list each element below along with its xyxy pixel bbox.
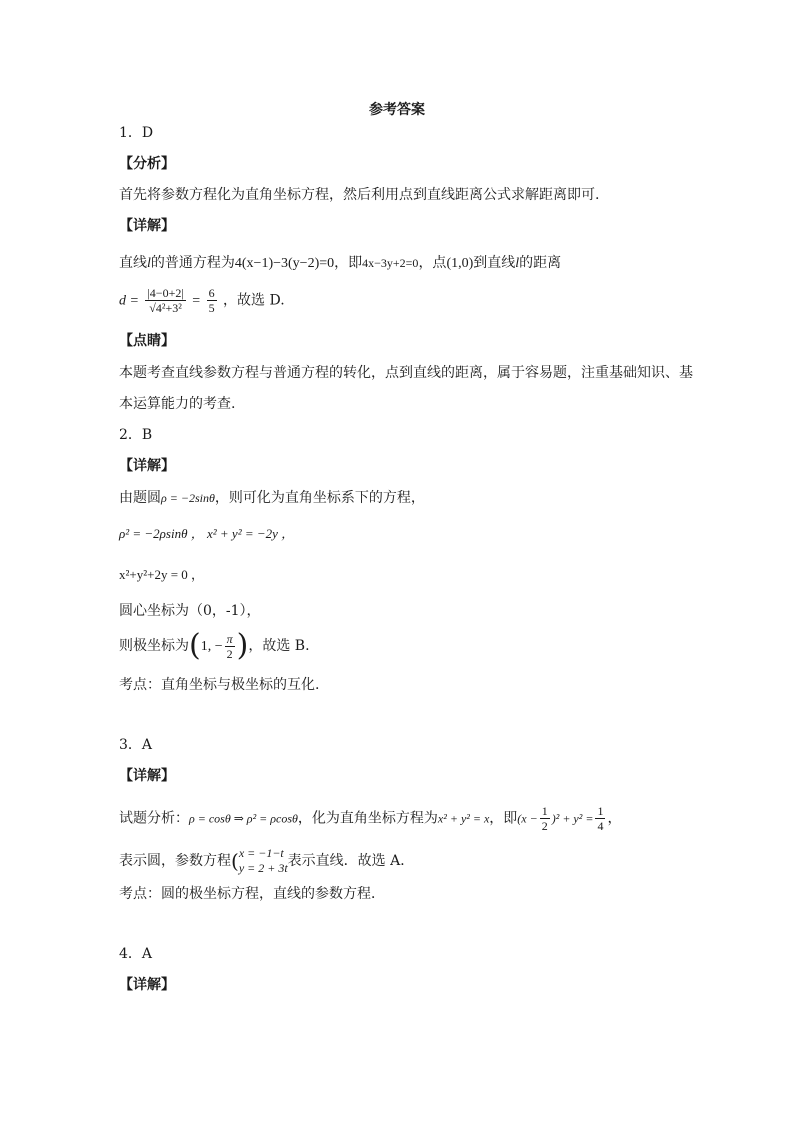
q1-comment-line-1: 本题考查直线参数方程与普通方程的转化，点到直线的距离，属于容易题，注重基础知识、基 bbox=[119, 365, 693, 381]
q1-detail-heading: 【详解】 bbox=[119, 218, 175, 234]
text: 表示直线．故选 A． bbox=[287, 853, 415, 869]
var-l: l bbox=[515, 256, 520, 271]
denominator: 2 bbox=[226, 646, 233, 661]
page-title: 参考答案 bbox=[369, 102, 425, 118]
text: 的距离 bbox=[519, 255, 562, 271]
half-fraction bbox=[540, 804, 550, 833]
text: ，点 bbox=[418, 255, 447, 271]
text: 试题分析： bbox=[119, 810, 189, 827]
text: 由题圆 bbox=[119, 490, 161, 506]
equation: )² + y² = bbox=[551, 811, 594, 826]
equation-2: 4x−3y+2=0 bbox=[362, 256, 419, 270]
q1-answer: 1．D bbox=[119, 125, 154, 141]
text: 到直线 bbox=[473, 255, 516, 271]
q4-detail-heading: 【详解】 bbox=[119, 977, 175, 993]
left-paren: ( bbox=[189, 628, 201, 663]
equation: x² + y² = x bbox=[437, 811, 490, 826]
q1-analysis-text: 首先将参数方程化为直角坐标方程，然后利用点到直线距离公式求解距离即可. bbox=[119, 187, 600, 203]
q1-comment-heading: 【点睛】 bbox=[119, 333, 175, 349]
denominator: 4 bbox=[597, 819, 604, 833]
q3-line-1 bbox=[119, 804, 621, 833]
text: 直线 bbox=[119, 255, 147, 271]
q1-distance-formula bbox=[119, 286, 285, 315]
q1-comment-line-2: 本运算能力的考查. bbox=[119, 396, 236, 412]
equation-1: 4(x−1)−3(y−2)=0 bbox=[234, 256, 335, 271]
q3-answer: 3．A bbox=[119, 737, 153, 753]
numerator: π bbox=[226, 631, 233, 646]
q2-line-3: x²+y²+2y = 0 ， bbox=[119, 567, 205, 582]
text: 表示圆，参数方程 bbox=[119, 853, 231, 869]
text: 的普通方程为 bbox=[150, 255, 235, 271]
q3-line-2 bbox=[119, 846, 414, 876]
denominator: 2 bbox=[541, 819, 548, 833]
var-l: l bbox=[147, 256, 151, 271]
numerator: 6 bbox=[208, 286, 215, 300]
numerator: 1 bbox=[597, 804, 604, 818]
denominator: √4²+3² bbox=[149, 301, 182, 315]
q4-answer: 4．A bbox=[119, 946, 153, 962]
q2-line-6: 考点：直角坐标与极坐标的互化. bbox=[119, 677, 320, 693]
q2-detail-heading: 【详解】 bbox=[119, 458, 175, 474]
pi-fraction bbox=[225, 632, 235, 661]
q3-line-3: 考点：圆的极坐标方程，直线的参数方程． bbox=[119, 886, 385, 902]
param-system bbox=[239, 846, 288, 876]
text: ，即 bbox=[334, 255, 363, 271]
q2-answer: 2．B bbox=[119, 427, 153, 443]
result-fraction bbox=[207, 286, 217, 315]
text: ，即 bbox=[489, 810, 518, 827]
point: (1,0) bbox=[446, 256, 474, 271]
q2-line-4: 圆心坐标为（0，-1）， bbox=[119, 603, 261, 619]
quarter-fraction bbox=[595, 804, 605, 833]
system-row: x = −1−t bbox=[238, 846, 284, 860]
text: ，则可化为直角坐标系下的方程， bbox=[214, 490, 425, 506]
numerator: |4−0+2| bbox=[147, 286, 184, 300]
q2-line-5 bbox=[119, 628, 310, 663]
right-paren: ) bbox=[236, 628, 249, 663]
text: ，故选 D. bbox=[223, 292, 285, 309]
q1-analysis-heading: 【分析】 bbox=[119, 156, 175, 172]
text: 则极坐标为 bbox=[119, 638, 189, 654]
numerator: 1 bbox=[541, 804, 548, 818]
text: ，故选 B. bbox=[248, 638, 310, 654]
text: ， bbox=[607, 810, 622, 827]
distance-fraction bbox=[145, 286, 185, 315]
equation: (x − bbox=[517, 811, 538, 826]
text: ，化为直角坐标方程为 bbox=[297, 810, 438, 827]
q1-detail-line bbox=[119, 254, 561, 273]
equation: ρ = cosθ ⇒ ρ² = ρcosθ bbox=[189, 811, 298, 826]
d-lhs: d = bbox=[119, 293, 139, 309]
system-row: y = 2 + 3t bbox=[238, 861, 288, 875]
q3-detail-heading: 【详解】 bbox=[119, 768, 175, 784]
equals: = bbox=[192, 293, 201, 309]
polar-coord: 1, − bbox=[200, 639, 223, 654]
equation: ρ = −2sinθ bbox=[161, 491, 215, 505]
q2-line-1 bbox=[119, 489, 425, 507]
q2-line-2: ρ² = −2ρsinθ ， x² + y² = −2y ， bbox=[119, 526, 295, 541]
left-brace: ( bbox=[231, 849, 239, 873]
denominator: 5 bbox=[208, 301, 215, 315]
